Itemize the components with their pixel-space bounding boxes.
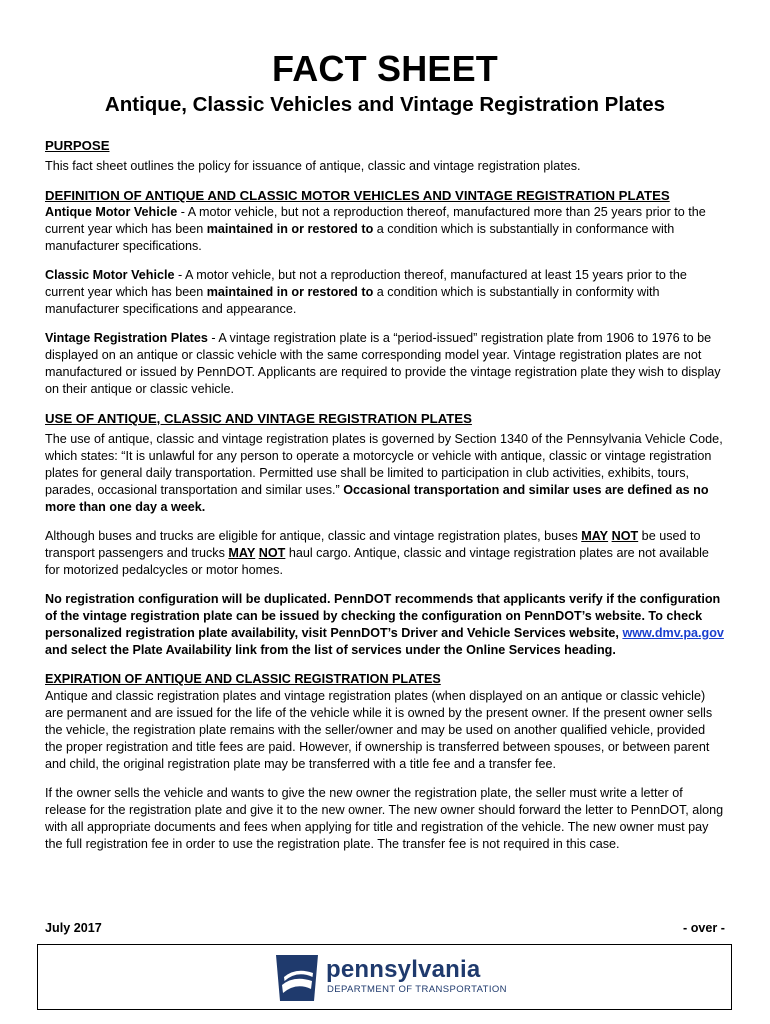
antique-bold: maintained in or restored to	[206, 222, 374, 236]
vintage-definition	[45, 330, 725, 398]
use-p1-text: The use of antique, classic and vintage registration plates is governed by Section 1340 of the Pennsylvania Vehicle Code, which states: “It is unlawful for any person to operate a motorcycle or vehicle with antique, classic or vintage registration plates for general daily transportation. Permitted use shall be limited to participation in club activities, exhibits, tours, parades, occasional transportation and similar uses.”	[45, 432, 723, 497]
dmv-website-link[interactable]: www.dmv.pa.gov	[622, 626, 724, 640]
may-emphasis: MAY	[581, 529, 609, 543]
use-paragraph-2	[45, 528, 725, 579]
use-paragraph-3	[45, 591, 725, 659]
classic-definition	[45, 267, 725, 318]
logo-department: DEPARTMENT OF TRANSPORTATION	[327, 984, 507, 995]
use-p2-b: be used to transport passengers and trucks	[45, 529, 701, 560]
use-paragraph-1	[45, 431, 725, 516]
page-subtitle: Antique, Classic Vehicles and Vintage Registration Plates	[104, 93, 666, 116]
use-p2-a: Although buses and trucks are eligible for antique, classic and vintage registration plates, buses	[45, 529, 582, 543]
expiration-paragraph-2: If the owner sells the vehicle and wants to give the new owner the registration plate, the seller must write a letter of release for the registration plate and give it to the new owner. The new owner should forward the letter to PennDOT, along with all appropriate documents and fees when applying for title and registration of the vehicle. The new owner must pay the full registration fee in order to use the registration plate. The transfer fee is not required in this case.	[45, 786, 724, 851]
keystone-icon	[274, 951, 320, 1003]
not-emphasis: NOT	[611, 529, 639, 543]
classic-text-b: a condition which is substantially in conformity with manufacturer specifications and appearance.	[45, 285, 660, 316]
logo-box	[37, 944, 732, 1010]
page-title: FACT SHEET	[271, 48, 498, 89]
vintage-text: - A vintage registration plate is a “period-issued” registration plate from 1906 to 1976 to be displayed on an antique or classic vehicle with the same corresponding model year. Vintage registration plates are not manufactured or issued by PennDOT. Applicants are required to provide the vintage registration plate they wish to display on their antique or classic vehicle.	[45, 331, 721, 396]
may-emphasis: MAY	[228, 546, 256, 560]
use-p2-c: haul cargo. Antique, classic and vintage registration plates are not available for motorized pedalcycles or motor homes.	[45, 546, 709, 577]
penndot-logo	[274, 950, 514, 1004]
use-p3-b: and select the Plate Availability link from the list of services under the Online Services heading.	[45, 643, 616, 657]
use-heading: USE OF ANTIQUE, CLASSIC AND VINTAGE REGISTRATION PLATES	[45, 411, 472, 426]
definition-heading: DEFINITION OF ANTIQUE AND CLASSIC MOTOR VEHICLES AND VINTAGE REGISTRATION PLATES	[45, 188, 670, 203]
vintage-term: Vintage Registration Plates	[45, 331, 208, 345]
purpose-text: This fact sheet outlines the policy for issuance of antique, classic and vintage registration plates.	[45, 159, 581, 173]
footer-over: - over -	[683, 921, 725, 935]
expiration-paragraph-1: Antique and classic registration plates and vintage registration plates (when displayed on an antique or classic vehicle) are permanent and are issued for the life of the vehicle while it is owned by the present owner. If the present owner sells the vehicle, the registration plate remains with the seller/owner and may be used on another qualified vehicle, provided the proper registration and title fees are paid. However, if ownership is transferred between spouses, or between parent and child, the original registration plate may be transferred with a title fee and a transfer fee.	[45, 689, 713, 771]
expiration-heading: EXPIRATION OF ANTIQUE AND CLASSIC REGISTRATION PLATES	[45, 672, 441, 686]
antique-term: Antique Motor Vehicle	[45, 205, 178, 219]
footer-date: July 2017	[45, 921, 102, 935]
classic-bold: maintained in or restored to	[206, 285, 374, 299]
use-p1-bold: Occasional transportation and similar uses are defined as no more than one day a week.	[45, 483, 709, 514]
classic-term: Classic Motor Vehicle	[45, 268, 175, 282]
antique-definition	[45, 204, 725, 255]
classic-text-a: - A motor vehicle, but not a reproduction thereof, manufactured at least 15 years prior to the current year which has been	[45, 268, 687, 299]
not-emphasis: NOT	[258, 546, 286, 560]
use-p3-a: No registration configuration will be duplicated. PennDOT recommends that applicants verify if the configuration of the vintage registration plate can be issued by checking the configuration on PennDOT’s website. To check personalized registration plate availability, visit PennDOT’s Driver and Vehicle Services website,	[45, 592, 721, 640]
logo-name: pennsylvania	[326, 956, 481, 983]
purpose-heading: PURPOSE	[45, 138, 110, 153]
antique-text-b: a condition which is substantially in conformance with manufacturer specifications.	[45, 222, 675, 253]
document-body	[45, 137, 725, 853]
antique-text-a: - A motor vehicle, but not a reproduction thereof, manufactured more than 25 years prior to the current year which has been	[45, 205, 706, 236]
